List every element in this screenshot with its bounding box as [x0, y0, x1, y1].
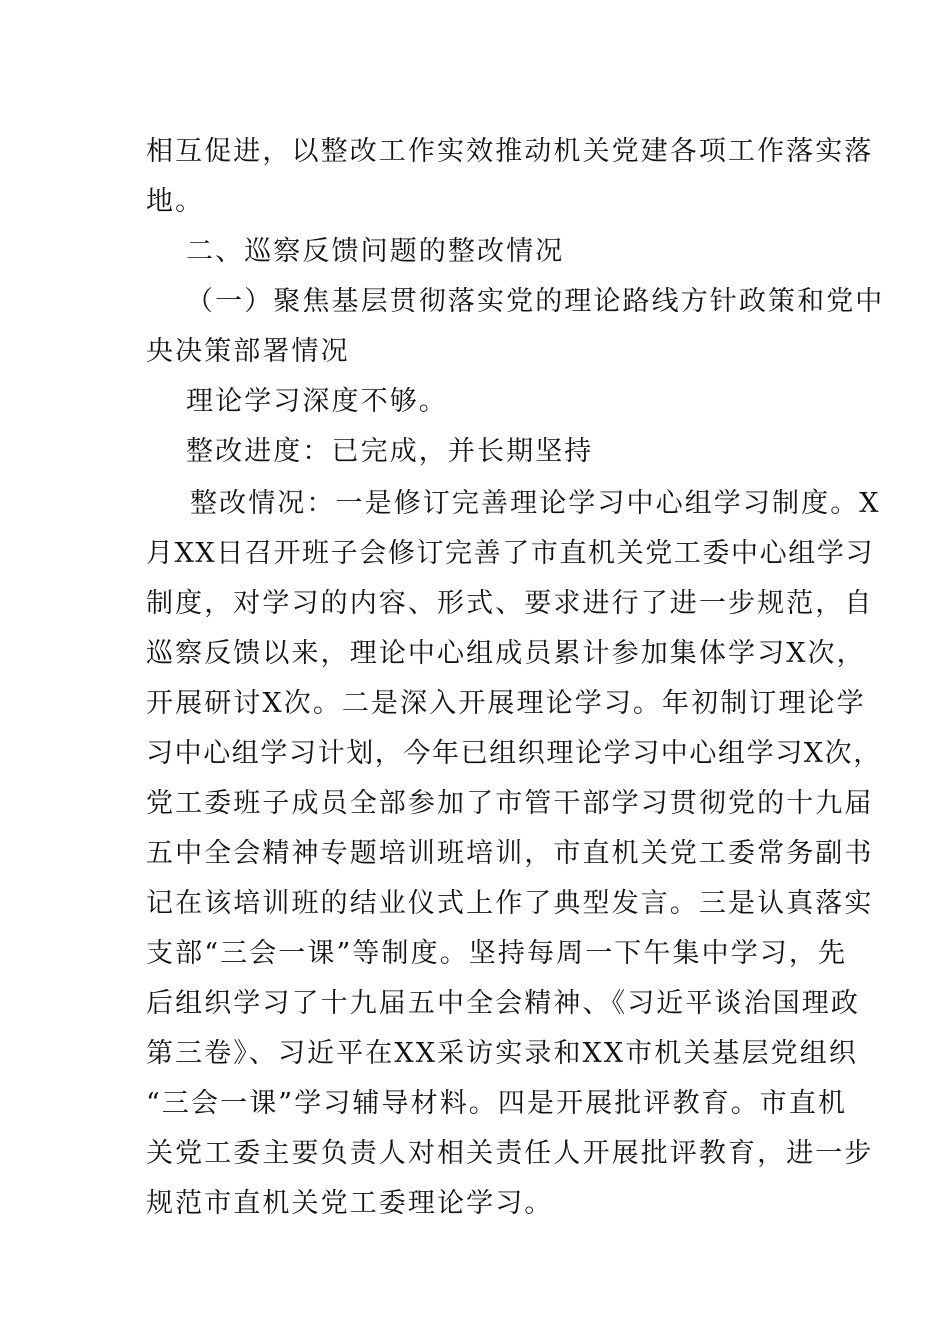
- subsection-heading-line-2: 央决策部署情况: [146, 336, 350, 367]
- status-paragraph-line-15: 规范市直机关党工委理论学习。: [146, 1188, 554, 1219]
- status-paragraph-line-4: 巡察反馈以来，理论中心组成员累计参加集体学习X次，: [146, 638, 866, 669]
- status-paragraph-line-11: 后组织学习了十九届五中全会精神、《习近平谈治国理政: [146, 988, 860, 1019]
- status-paragraph-line-1: 整改情况：一是修订完善理论学习中心组学习制度。X: [190, 488, 881, 519]
- status-paragraph-line-8: 五中全会精神专题培训班培训，市直机关党工委常务副书: [146, 838, 874, 869]
- section-heading: 二、巡察反馈问题的整改情况: [186, 236, 565, 267]
- subsection-heading-line-1: （一）聚焦基层贯彻落实党的理论路线方针政策和党中: [186, 286, 885, 317]
- paragraph-line-1: 相互促进，以整改工作实效推动机关党建各项工作落实落: [146, 136, 874, 167]
- issue-statement: 理论学习深度不够。: [186, 386, 448, 417]
- status-paragraph-line-3: 制度，对学习的内容、形式、要求进行了进一步规范，自: [146, 588, 874, 619]
- status-paragraph-line-12: 第三卷》、习近平在XX采访实录和XX市机关基层党组织: [146, 1038, 858, 1069]
- paragraph-line-2: 地。: [146, 186, 205, 217]
- status-paragraph-line-13: “三会一课”学习辅导材料。四是开展批评教育。市直机: [146, 1088, 848, 1119]
- status-paragraph-line-6: 习中心组学习计划，今年已组织理论学习中心组学习X次，: [146, 738, 882, 769]
- status-paragraph-line-14: 关党工委主要负责人对相关责任人开展批评教育，进一步: [146, 1138, 874, 1169]
- status-paragraph-line-10: 支部“三会一课”等制度。坚持每周一下午集中学习，先: [146, 938, 848, 969]
- status-paragraph-line-2: 月XX日召开班子会修订完善了市直机关党工委中心组学习: [146, 538, 875, 569]
- status-paragraph-line-9: 记在该培训班的结业仪式上作了典型发言。三是认真落实: [146, 888, 874, 919]
- status-paragraph-line-7: 党工委班子成员全部参加了市管干部学习贯彻党的十九届: [146, 788, 874, 819]
- status-paragraph-line-5: 开展研讨X次。二是深入开展理论学习。年初制订理论学: [146, 688, 866, 719]
- progress-statement: 整改进度：已完成，并长期坚持: [186, 436, 594, 467]
